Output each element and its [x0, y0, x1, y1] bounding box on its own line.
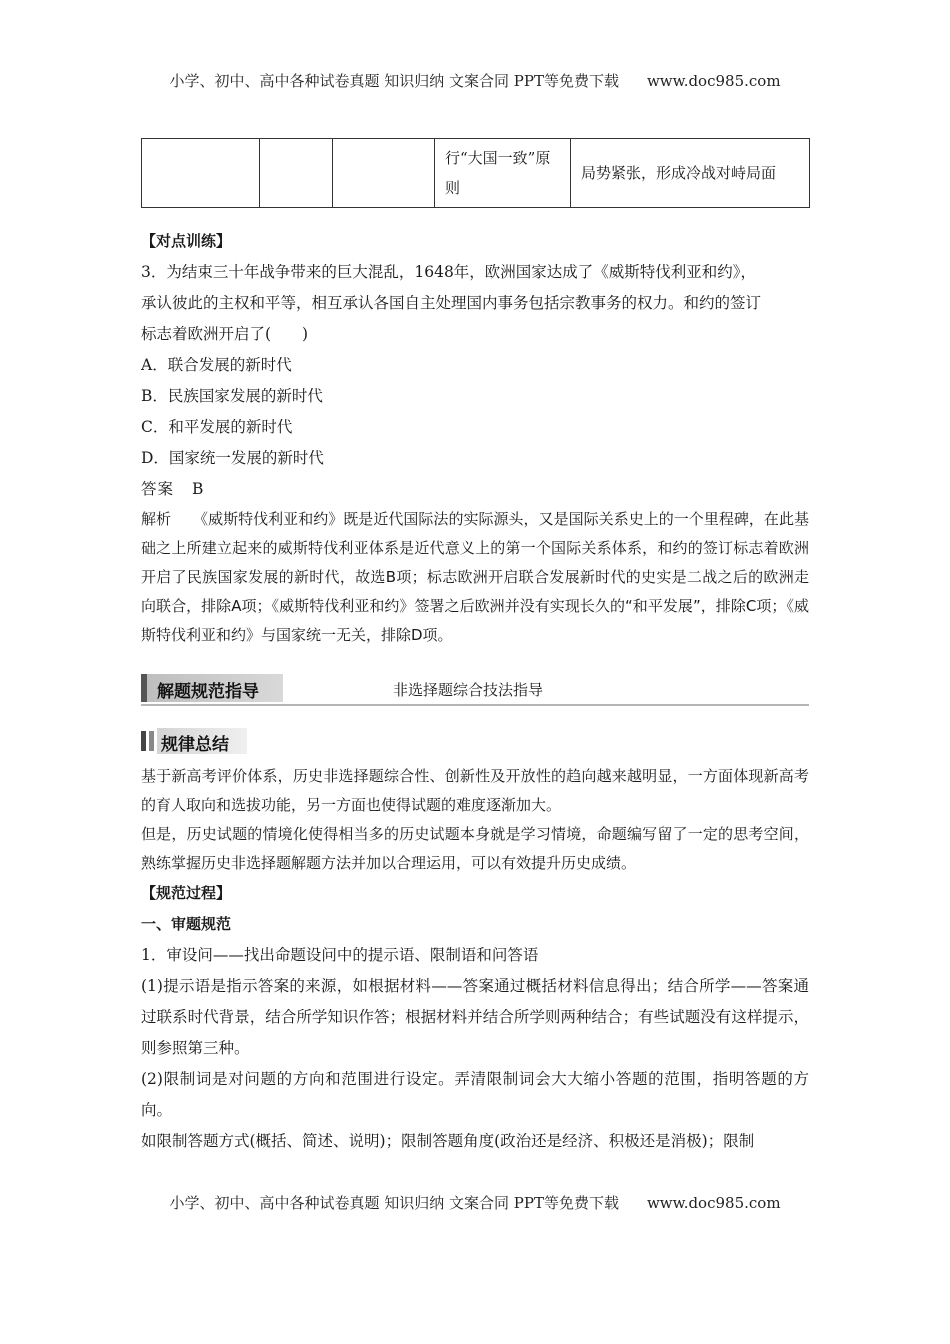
summary-paragraph-1: 基于新高考评价体系，历史非选择题综合性、创新性及开放性的趋向越来越明显，一方面体现新高考的育人取向和选拔功能，另一方面也使得试题的难度逐渐加大。 — [141, 767, 809, 814]
option-d: D．国家统一发展的新时代 — [141, 449, 324, 467]
footer-text: 小学、初中、高中各种试卷真题 知识归纳 文案合同 PPT等免费下载 — [169, 1194, 619, 1212]
page-header — [0, 70, 950, 91]
process-paragraph-2: (2)限制词是对问题的方向和范围进行设定。弄清限制词会大大缩小答题的范围，指明答题的方向。 — [141, 1070, 809, 1119]
summary-paragraph-2: 但是，历史试题的情境化使得相当多的历史试题本身就是学习情境，命题编写留了一定的思考空间，熟练掌握历史非选择题解题方法并加以合理运用，可以有效提升历史成绩。 — [141, 825, 809, 872]
question-line-3: 标志着欧洲开启了( ) — [141, 325, 309, 343]
process-tag: 【规范过程】 — [141, 884, 232, 902]
answer-label: 答案 — [141, 480, 175, 498]
section-subtitle: 非选择题综合技法指导 — [393, 681, 544, 699]
process-paragraph-1: (1)提示语是指示答案的来源，如根据材料——答案通过概括材料信息得出；结合所学——答案通过联系时代背景，结合所学知识作答；根据材料并结合所学则两种结合；有些试题没有这样提示，则参照第三种。 — [141, 977, 809, 1057]
process-paragraph-3: 如限制答题方式(概括、简述、说明)；限制答题角度(政治还是经济、积极还是消极)；限制 — [141, 1132, 755, 1150]
footer-site[interactable]: www.doc985.com — [646, 1194, 781, 1212]
banner-mark-icon — [149, 731, 154, 751]
table-row — [142, 139, 810, 208]
section-title: 解题规范指导 — [157, 682, 259, 702]
option-c: C．和平发展的新时代 — [141, 418, 293, 436]
banner-mark-icon — [141, 731, 146, 751]
summary-title: 规律总结 — [161, 735, 229, 755]
section-title-bar — [141, 674, 283, 702]
page-footer — [0, 1192, 950, 1213]
option-a: A．联合发展的新时代 — [141, 356, 292, 374]
process-heading-2: 1．审设问——找出命题设问中的提示语、限制语和问答语 — [141, 946, 539, 964]
question-line-2: 承认彼此的主权和平等，相互承认各国自主处理国内事务包括宗教事务的权力。和约的签订 — [141, 294, 762, 312]
analysis-label: 解析 — [141, 510, 172, 528]
table-fragment — [141, 138, 810, 208]
header-text: 小学、初中、高中各种试卷真题 知识归纳 文案合同 PPT等免费下载 — [169, 72, 619, 90]
section-banner — [141, 674, 809, 706]
answer-value: B — [192, 480, 204, 498]
analysis-paragraph — [141, 505, 809, 650]
summary-banner — [141, 728, 809, 756]
page-content — [141, 226, 809, 1157]
table-cell-5: 局势紧张，形成冷战对峙局面 — [571, 139, 810, 208]
table-cell-3 — [333, 139, 435, 208]
table-cell-1 — [142, 139, 260, 208]
process-heading-1: 一、审题规范 — [141, 915, 232, 933]
header-site[interactable]: www.doc985.com — [646, 72, 781, 90]
table-cell-2 — [260, 139, 333, 208]
analysis-text: 《威斯特伐利亚和约》既是近代国际法的实际源头，又是国际关系史上的一个里程碑，在此基础之上所建立起来的威斯特伐利亚体系是近代意义上的第一个国际关系体系，和约的签订标志着欧洲开启了民族国家发展的新时代，故选B项；标志欧洲开启联合发展新时代的史实是二战之后的欧洲走向联合，排除A项；《威斯特伐利亚和约》签署之后欧洲并没有实现长久的“和平发展”，排除C项；《威斯特伐利亚和约》与国家统一无关，排除D项。 — [141, 510, 809, 644]
practice-tag: 【对点训练】 — [141, 232, 232, 250]
question-line-1: 3．为结束三十年战争带来的巨大混乱，1648年，欧洲国家达成了《威斯特伐利亚和约》， — [141, 263, 757, 281]
option-b: B．民族国家发展的新时代 — [141, 387, 323, 405]
summary-title-bar — [157, 728, 247, 754]
table-cell-4: 行“大国一致”原则 — [435, 139, 571, 208]
answer-line — [141, 474, 809, 505]
